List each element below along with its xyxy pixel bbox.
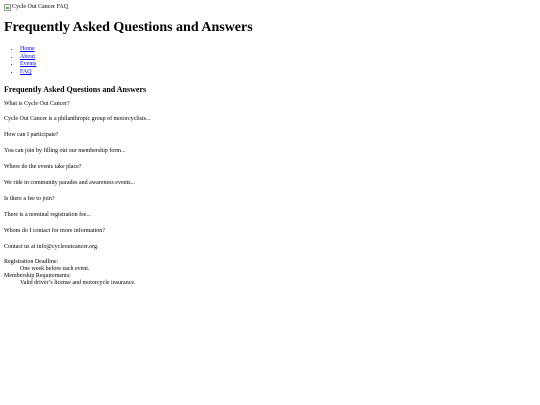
logo-alt-text: Cycle Out Cancer FAQ — [12, 4, 69, 11]
details-list — [4, 259, 536, 287]
nav-link-events[interactable]: Events — [20, 61, 37, 68]
main-nav — [4, 46, 536, 76]
nav-item-home — [20, 46, 536, 54]
nav-link-home[interactable]: Home — [20, 46, 35, 53]
faq-answer: Cycle Out Cancer is a philanthropic group of motorcyclists... — [4, 116, 151, 123]
details-description: Valid driver’s license and motorcycle insurance. — [20, 280, 136, 287]
faq-answer: We ride in community parades and awareness events... — [4, 180, 136, 187]
faq-answer: Contact us at info@cycleoutcancer.org. — [4, 243, 99, 250]
details-term: Registration Deadline: — [4, 259, 59, 266]
faq-question: How can I participate? — [4, 132, 59, 139]
broken-image-icon — [4, 4, 11, 11]
faq-question: What is Cycle Out Cancer? — [4, 100, 70, 107]
faq-answer: You can join by filling out our membership form... — [4, 148, 126, 155]
nav-link-faq[interactable]: FAQ — [20, 68, 32, 75]
logo-image — [4, 3, 536, 12]
faq-question: Is there a fee to join? — [4, 195, 55, 202]
details-term: Membership Requirements: — [4, 273, 71, 280]
page-title: Frequently Asked Questions and Answers — [4, 20, 253, 35]
faq-list — [4, 101, 536, 251]
faq-question: Where do the events take place? — [4, 164, 82, 171]
nav-item-about — [20, 54, 536, 62]
faq-section-title: Frequently Asked Questions and Answers — [4, 85, 147, 95]
nav-item-faq — [20, 69, 536, 77]
faq-answer: There is a nominal registration fee... — [4, 211, 91, 218]
nav-link-about[interactable]: About — [20, 53, 35, 60]
faq-question: Whom do I contact for more information? — [4, 227, 105, 234]
details-description: One week before each event. — [20, 266, 90, 273]
nav-item-events — [20, 61, 536, 69]
